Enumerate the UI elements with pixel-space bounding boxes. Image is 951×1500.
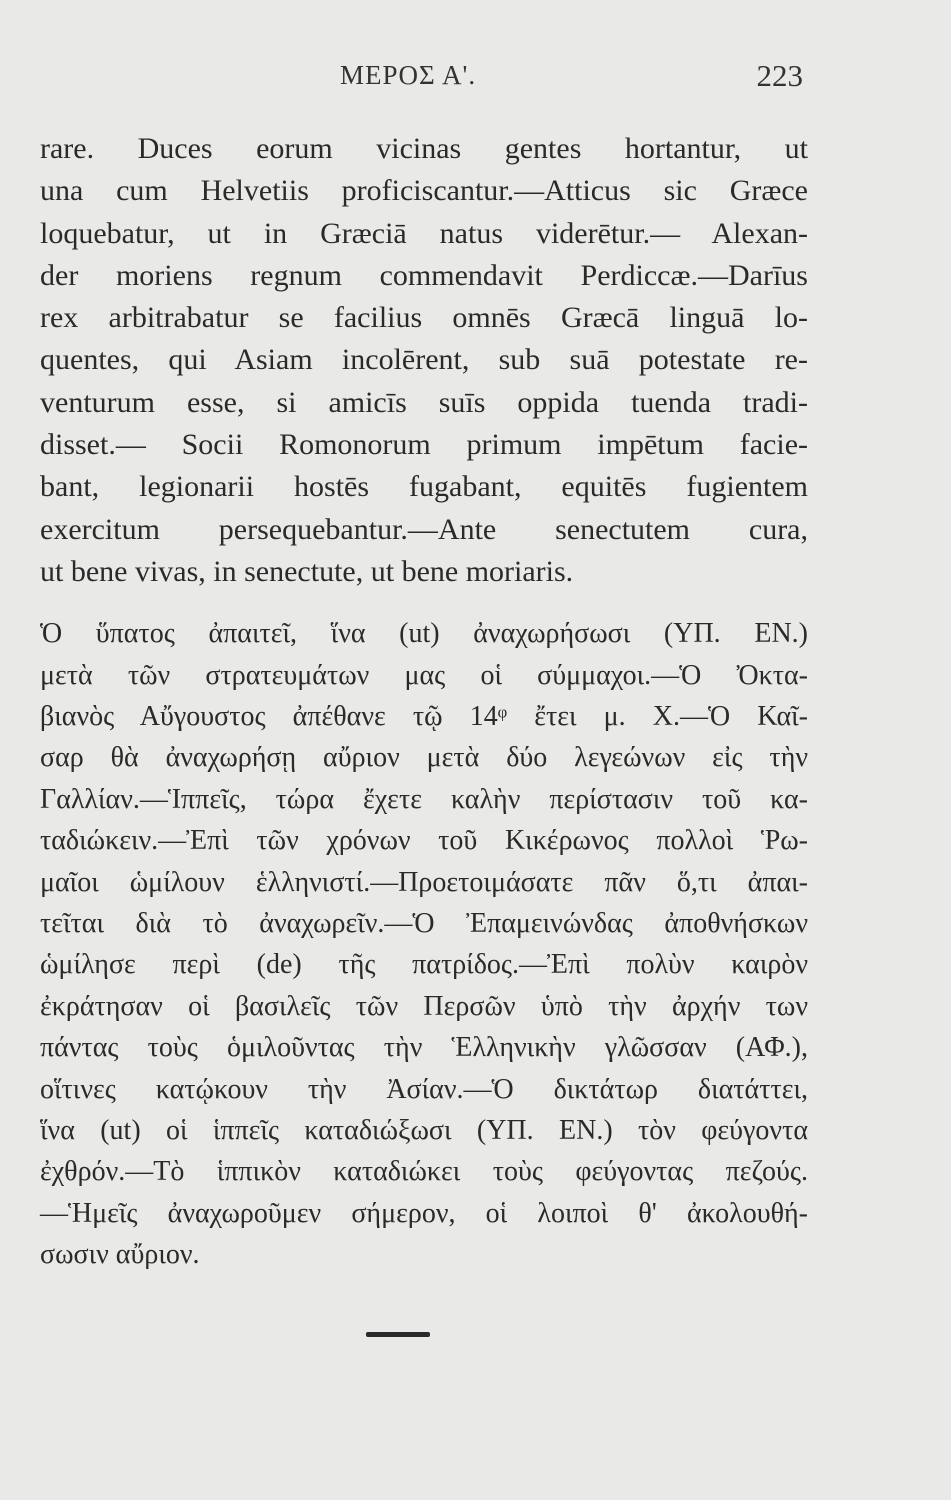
text-line: Ὁ ὕπατος ἀπαιτεῖ, ἵνα (ut) ἀναχωρήσωσι (ΥΠ. ΕΝ.) xyxy=(40,618,808,650)
text-line: ταδιώκειν.—Ἐπὶ τῶν χρόνων τοῦ Κικέρωνος πολλοὶ Ῥω- xyxy=(40,825,808,857)
text-line: venturum esse, si amicīs suīs oppida tuenda tradi- xyxy=(40,385,808,419)
paragraph-gap xyxy=(40,593,808,613)
page-body xyxy=(40,128,808,1276)
text-line: ἐχθρόν.—Τὸ ἱππικὸν καταδιώκει τοὺς φεύγοντας πεζούς. xyxy=(40,1156,808,1188)
latin-paragraph xyxy=(40,128,808,593)
text-line: οἵτινες κατῴκουν τὴν Ἀσίαν.—Ὁ δικτάτωρ διατάττει, xyxy=(40,1073,808,1105)
text-line: Γαλλίαν.—Ἱππεῖς, τώρα ἔχετε καλὴν περίστασιν τοῦ κα- xyxy=(40,783,808,815)
greek-paragraph xyxy=(40,613,808,1275)
text-line: quentes, qui Asiam incolērent, sub suā potestate re- xyxy=(40,343,808,377)
text-line: ἵνα (ut) οἱ ἱππεῖς καταδιώξωσι (ΥΠ. ΕΝ.) τὸν φεύγοντα xyxy=(40,1114,808,1146)
text-line: ἐκράτησαν οἱ βασιλεῖς τῶν Περσῶν ὑπὸ τὴν ἀρχήν των xyxy=(40,990,808,1022)
page-number: 223 xyxy=(756,58,803,93)
text-line: una cum Helvetiis proficiscantur.—Atticus sic Græce xyxy=(40,174,808,208)
text-line: —Ἡμεῖς ἀναχωροῦμεν σήμερον, οἱ λοιποὶ θ' ἀκολουθή- xyxy=(40,1197,808,1229)
text-line: ut bene vivas, in senectute, ut bene moriaris. xyxy=(40,554,574,588)
ornamental-rule xyxy=(366,1332,430,1337)
text-line: rex arbitrabatur se facilius omnēs Græcā linguā lo- xyxy=(40,301,808,335)
text-line: ὡμίλησε περὶ (de) τῆς πατρίδος.—Ἐπὶ πολὺν καιρὸν xyxy=(40,949,808,981)
text-line: μετὰ τῶν στρατευμάτων μας οἱ σύμμαχοι.—Ὁ Ὀκτα- xyxy=(40,659,808,691)
text-line: μαῖοι ὡμίλουν ἑλληνιστί.—Προετοιμάσατε πᾶν ὅ,τι ἀπαι- xyxy=(40,866,808,898)
text-line: der moriens regnum commendavit Perdiccæ.—Darīus xyxy=(40,258,808,292)
text-line: τεῖται διὰ τὸ ἀναχωρεῖν.—Ὁ Ἐπαμεινώνδας ἀποθνήσκων xyxy=(40,908,808,939)
text-line: loquebatur, ut in Græciā natus viderētur.— Alexan- xyxy=(40,216,808,250)
text-line: πάντας τοὺς ὁμιλοῦντας τὴν Ἑλληνικὴν γλῶσσαν (ΑΦ.), xyxy=(40,1032,808,1064)
text-line: bant, legionarii hostēs fugabant, equitēs fugientem xyxy=(40,470,808,504)
text-line: rare. Duces eorum vicinas gentes hortantur, ut xyxy=(40,132,808,165)
text-line: disset.— Socii Romonorum primum impētum facie- xyxy=(40,428,808,462)
running-head: ΜΕΡΟΣ Α'. xyxy=(340,60,477,90)
text-line: σαρ θὰ ἀναχωρήσῃ αὔριον μετὰ δύο λεγεώνων εἰς τὴν xyxy=(40,742,808,774)
text-line: σωσιν αὔριον. xyxy=(40,1239,200,1271)
text-line: exercitum persequebantur.—Ante senectutem cura, xyxy=(40,512,808,546)
text-line: βιανὸς Αὔγουστος ἀπέθανε τῷ 14ᵠ ἔτει μ. Χ.—Ὁ Καῖ- xyxy=(40,701,808,733)
